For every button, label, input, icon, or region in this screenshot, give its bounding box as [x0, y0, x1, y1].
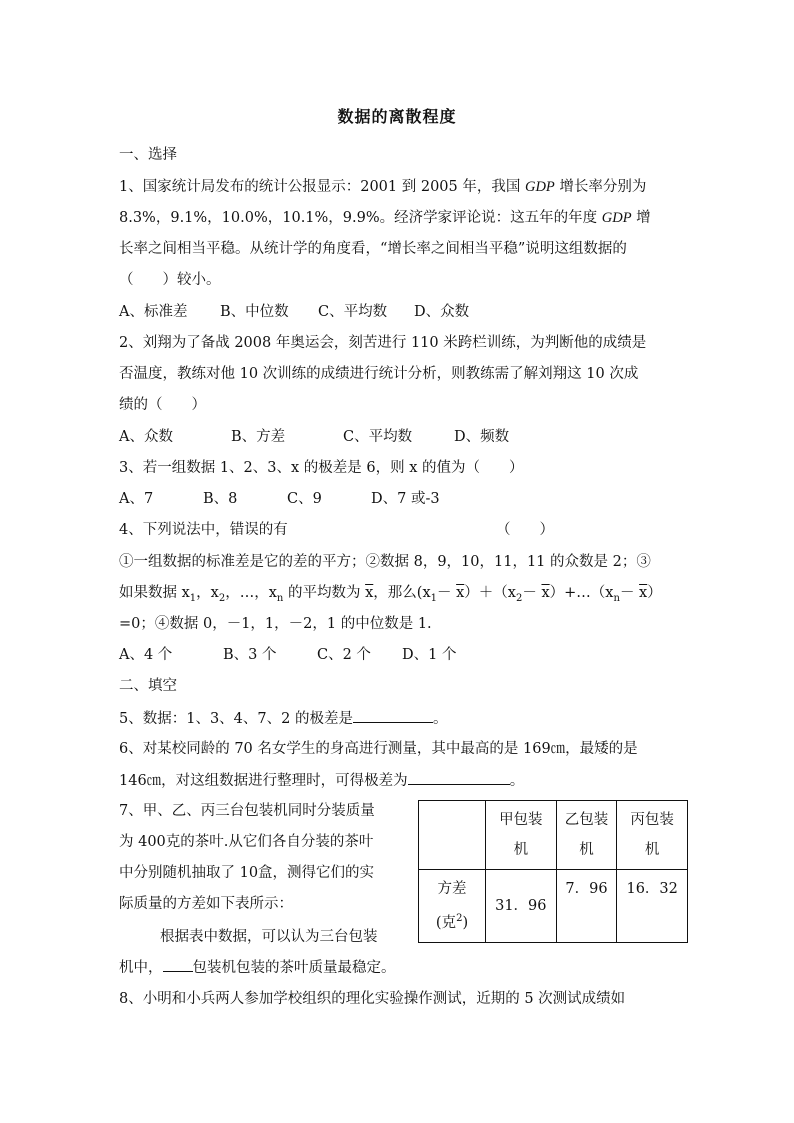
q1-line2 [119, 208, 651, 228]
q2-option-b: B、方差 [231, 429, 286, 445]
variance-table [418, 800, 688, 943]
q7-answer-blank[interactable] [163, 957, 193, 972]
subscript: 1 [430, 592, 437, 604]
q4-option-d: D、1 个 [402, 647, 457, 663]
q3-option-b: B、8 [203, 491, 238, 507]
q6-line2 [119, 770, 524, 791]
q2-line3: 绩的（ ） [119, 397, 206, 413]
q4-option-a: A、4 个 [119, 647, 173, 663]
table-row [419, 870, 688, 943]
q4-text: ，…，x [225, 585, 277, 601]
q1-option-d: D、众数 [414, 304, 470, 320]
q7-line2: 为 400克的茶叶.从它们各自分装的茶叶 [119, 834, 374, 850]
q1-text: 8.3%，9.1%，10.0%，10.1%，9.9%。经济学家评论说：这五年的年度 [119, 210, 602, 226]
q4-text: 如果数据 x [119, 585, 190, 601]
header-text: 机 [579, 842, 594, 858]
mean-symbol: $\overline{x}$ [541, 585, 550, 601]
q1-line1 [119, 177, 646, 197]
q2-option-d: D、频数 [454, 429, 510, 445]
q5-text: 5、数据：1、3、4、7、2 的极差是 [119, 711, 353, 727]
subscript: 2 [515, 592, 523, 604]
table-header-cell [486, 801, 557, 870]
q4-text: ） [647, 585, 662, 601]
q4-text: ）＋（x [464, 585, 516, 601]
q4-line1: 4、下列说法中，错误的有 [119, 522, 288, 538]
q7-line6 [119, 957, 396, 978]
q1-options [119, 302, 469, 322]
q4-text: － [437, 585, 452, 601]
subscript: 2 [218, 592, 226, 604]
q8-line1: 8、小明和小兵两人参加学校组织的理化实验操作测试，近期的 5 次测试成绩如 [119, 991, 626, 1007]
q6-line1: 6、对某校同龄的 70 名女学生的身高进行测量，其中最高的是 169㎝，最矮的是 [119, 741, 638, 757]
section-heading-fill: 二、填空 [119, 678, 177, 694]
mean-symbol: $\overline{x}$ [456, 585, 465, 601]
q6-text: 。 [509, 773, 525, 789]
table-header-cell [617, 801, 688, 870]
q1-option-a: A、标准差 [119, 304, 188, 320]
q6-answer-blank[interactable] [408, 770, 510, 785]
q4-text: ，那么(x [373, 585, 431, 601]
q4-line4: =0；④数据 0，－1，1，－2，1 的中位数是 1. [119, 616, 432, 632]
q7-line3: 中分别随机抽取了 10盒，测得它们的实 [119, 865, 375, 881]
q1-line4: （ ）较小。 [119, 272, 221, 288]
q3-option-c: C、9 [287, 491, 322, 507]
gdp-term: GDP [601, 210, 632, 226]
table-corner-cell [419, 801, 486, 870]
header-text: 丙包装 [630, 812, 674, 828]
table-row-label [419, 870, 486, 943]
table-header-cell [556, 801, 617, 870]
gdp-term: GDP [524, 179, 555, 195]
q4-option-c: C、2 个 [317, 647, 371, 663]
q5-answer-blank[interactable] [353, 708, 433, 723]
q4-text: － [522, 585, 537, 601]
q4-text: ）+…（x [549, 585, 614, 601]
q4-text: ，x [196, 585, 219, 601]
q1-text: 1、国家统计局发布的统计公报显示：2001 到 2005 年，我国 [119, 179, 525, 195]
row-label-text: 方差 [437, 881, 467, 897]
subscript: 1 [189, 592, 197, 604]
q1-text: 增长率分别为 [554, 179, 647, 195]
q1-option-b: B、中位数 [220, 304, 289, 320]
row-label-text: ) [462, 914, 469, 931]
mean-symbol: $\overline{x}$ [365, 585, 374, 601]
q4-text: － [619, 585, 635, 601]
section-heading-choice: 一、选择 [119, 147, 177, 163]
q1-text: 增 [631, 210, 651, 226]
q5-text: 。 [432, 711, 448, 727]
mean-symbol: $\overline{x}$ [639, 585, 648, 601]
header-text: 甲包装 [499, 812, 543, 828]
page-title: 数据的离散程度 [337, 107, 457, 126]
q4-line3 [119, 583, 662, 609]
q1-line3: 长率之间相当平稳。从统计学的角度看，“增长率之间相当平稳”说明这组数据的 [119, 241, 627, 257]
q7-line1: 7、甲、乙、丙三台包装机同时分装质量 [119, 803, 375, 819]
q7-text: 包装机包装的茶叶质量最稳定。 [192, 960, 396, 976]
q1-option-c: C、平均数 [318, 304, 388, 320]
q6-text: 146㎝，对这组数据进行整理时，可得极差为 [119, 773, 408, 789]
table-header-row [419, 801, 688, 870]
q3-line1: 3、若一组数据 1、2、3、x 的极差是 6，则 x 的值为（ ） [119, 460, 524, 476]
table-cell: 16．32 [617, 870, 688, 943]
subscript: n [613, 592, 620, 604]
q5-line [119, 708, 447, 729]
q4-options [119, 645, 456, 665]
q2-options [119, 427, 509, 447]
q7-text: 机中， [119, 960, 163, 976]
superscript: 2 [456, 913, 463, 924]
table-cell: 31．96 [486, 870, 557, 943]
q4-line2: ①一组数据的标准差是它的差的平方；②数据 8，9，10，11，11 的众数是 2；③ [119, 554, 651, 570]
q7-line5: 根据表中数据，可以认为三台包装 [160, 929, 378, 945]
table-cell: 7．96 [556, 870, 617, 943]
row-label-text: (克 [435, 914, 457, 931]
q2-option-c: C、平均数 [343, 429, 413, 445]
q4-answer-paren: （ ） [496, 522, 554, 538]
q3-option-d: D、7 或-3 [371, 491, 440, 507]
header-text: 乙包装 [564, 812, 609, 828]
q2-line1: 2、刘翔为了备战 2008 年奥运会，刻苦进行 110 米跨栏训练，为判断他的成绩是 [119, 335, 647, 351]
q3-options [119, 489, 440, 509]
q2-line2: 否温度，教练对他 10 次训练的成绩进行统计分析，则教练需了解刘翔这 10 次成 [119, 366, 639, 382]
q2-option-a: A、众数 [119, 429, 173, 445]
q4-option-b: B、3 个 [223, 647, 277, 663]
subscript: n [276, 592, 284, 604]
q7-line4: 际质量的方差如下表所示： [119, 896, 293, 912]
q4-text: 的平均数为 [283, 585, 366, 601]
q3-option-a: A、7 [119, 491, 154, 507]
header-text: 机 [644, 842, 660, 858]
header-text: 机 [513, 842, 529, 858]
